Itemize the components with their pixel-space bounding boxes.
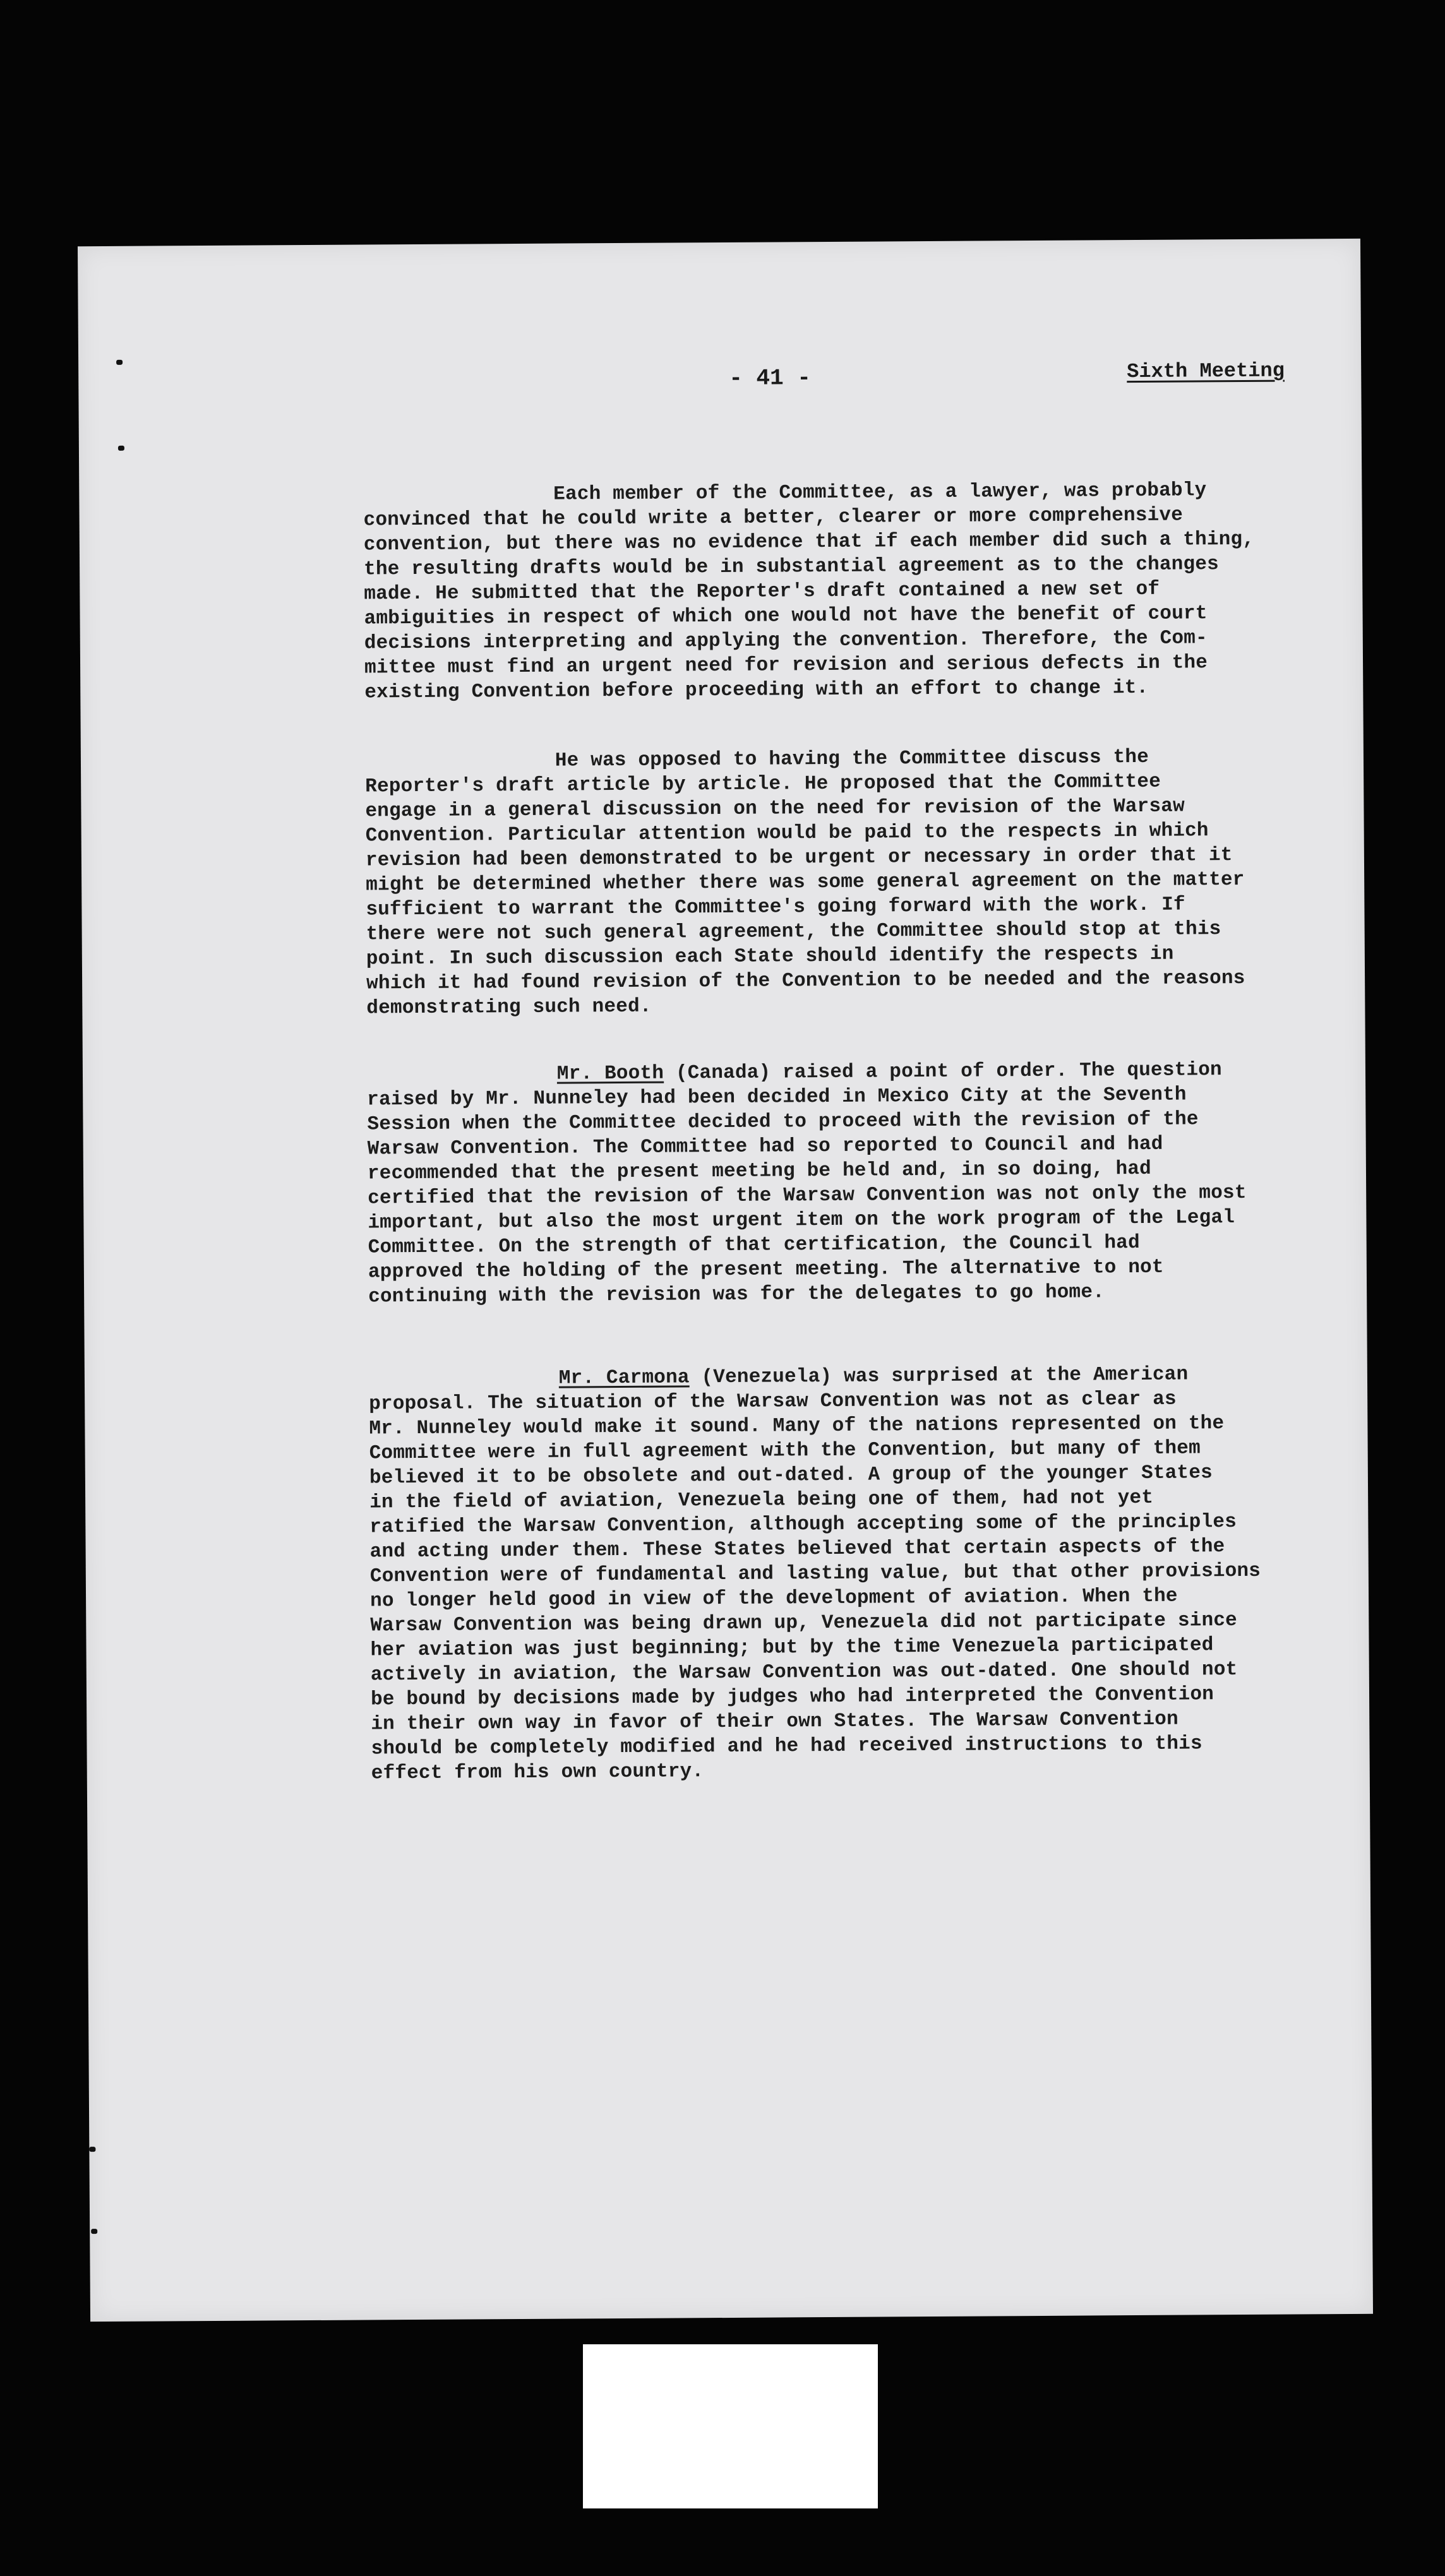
punch-mark <box>118 446 124 451</box>
paragraph-4: Mr. Carmona (Venezuela) was surprised at the American proposal. The situation of the Warsaw Convention was not as clear as Mr. Nunneley would make it sound. Many of the nations represented on the Committee were in full agreement with the Convention, but many of them believed it to be obsolete and out-dated. A group of the younger States in the field of aviation, Venezuela being one of them, had not yet ratified the Warsaw Convention, although accepting some of the principles and acting under them. These States believed that certain aspects of the Convention were of fundamental and lasting value, but that other provisions no longer held good in view of the development of aviation. When the Warsaw Convention was being drawn up, Venezuela did not participate since her aviation was just beginning; but by the time Venezuela participated actively in aviation, the Warsaw Convention was out-dated. One should not be bound by decisions made by judges who had interpreted the Convention in their own way in favor of their own States. The Warsaw Convention should be completely modified and he had received instructions to this effect from his own country. <box>369 1363 1261 1785</box>
punch-mark <box>89 2147 95 2152</box>
paragraph-3: Mr. Booth (Canada) raised a point of order. The question raised by Mr. Nunneley had been decided in Mexico City at the Seventh Session when the Committee decided to proceed with the revision of the Warsaw Convention. The Committee had so reported to Council and had recommended that the present meeting be held and, in so doing, had certified that the revision of the Warsaw Convention was not only the most important, but also the most urgent item on the work program of the Legal Committee. On the strength of that certification, the Council had approved the holding of the present meeting. The alternative to not continuing with the revision was for the delegates to go home. <box>367 1059 1247 1308</box>
speaker-name: Mr. Carmona <box>558 1366 690 1390</box>
meeting-label: Sixth Meeting <box>1127 359 1285 384</box>
punch-mark <box>116 360 123 365</box>
paragraph-2: He was opposed to having the Committee discuss the Reporter's draft article by article. He proposed that the Committee engage in a general discussion on the need for revision of the Warsaw Convention. Particular attention would be paid to the respects in which revision had been demonstrated to be urgent or necessary in order that it might be determined whether there was some general agreement on the matter sufficient to warrant the Committee's going forward with the work. If there were not such general agreement, the Committee should stop at this point. In such discussion each State should identify the respects in which it had found revision of the Convention to be needed and the reasons demonstrating such need. <box>364 746 1245 1020</box>
paragraph-1: Each member of the Committee, as a lawyer, was probably convinced that he could write a better, clearer or more comprehensive convention, but there was no evidence that if each member did such a thing, the resulting drafts would be in substantial agreement as to the changes made. He submitted that the Reporter's draft contained a new set of ambiguities in respect of which one would not have the benefit of court decisions interpreting and applying the convention. Therefore, the Com- mittee must find an urgent need for revision and serious defects in the existing Convention before proceeding with an effort to change it. <box>363 479 1255 704</box>
speaker-name: Mr. Booth <box>556 1062 664 1085</box>
page-number: - 41 - <box>729 365 812 391</box>
document-page <box>78 239 1373 2322</box>
calibration-target <box>583 2344 878 2508</box>
punch-mark <box>91 2229 97 2234</box>
